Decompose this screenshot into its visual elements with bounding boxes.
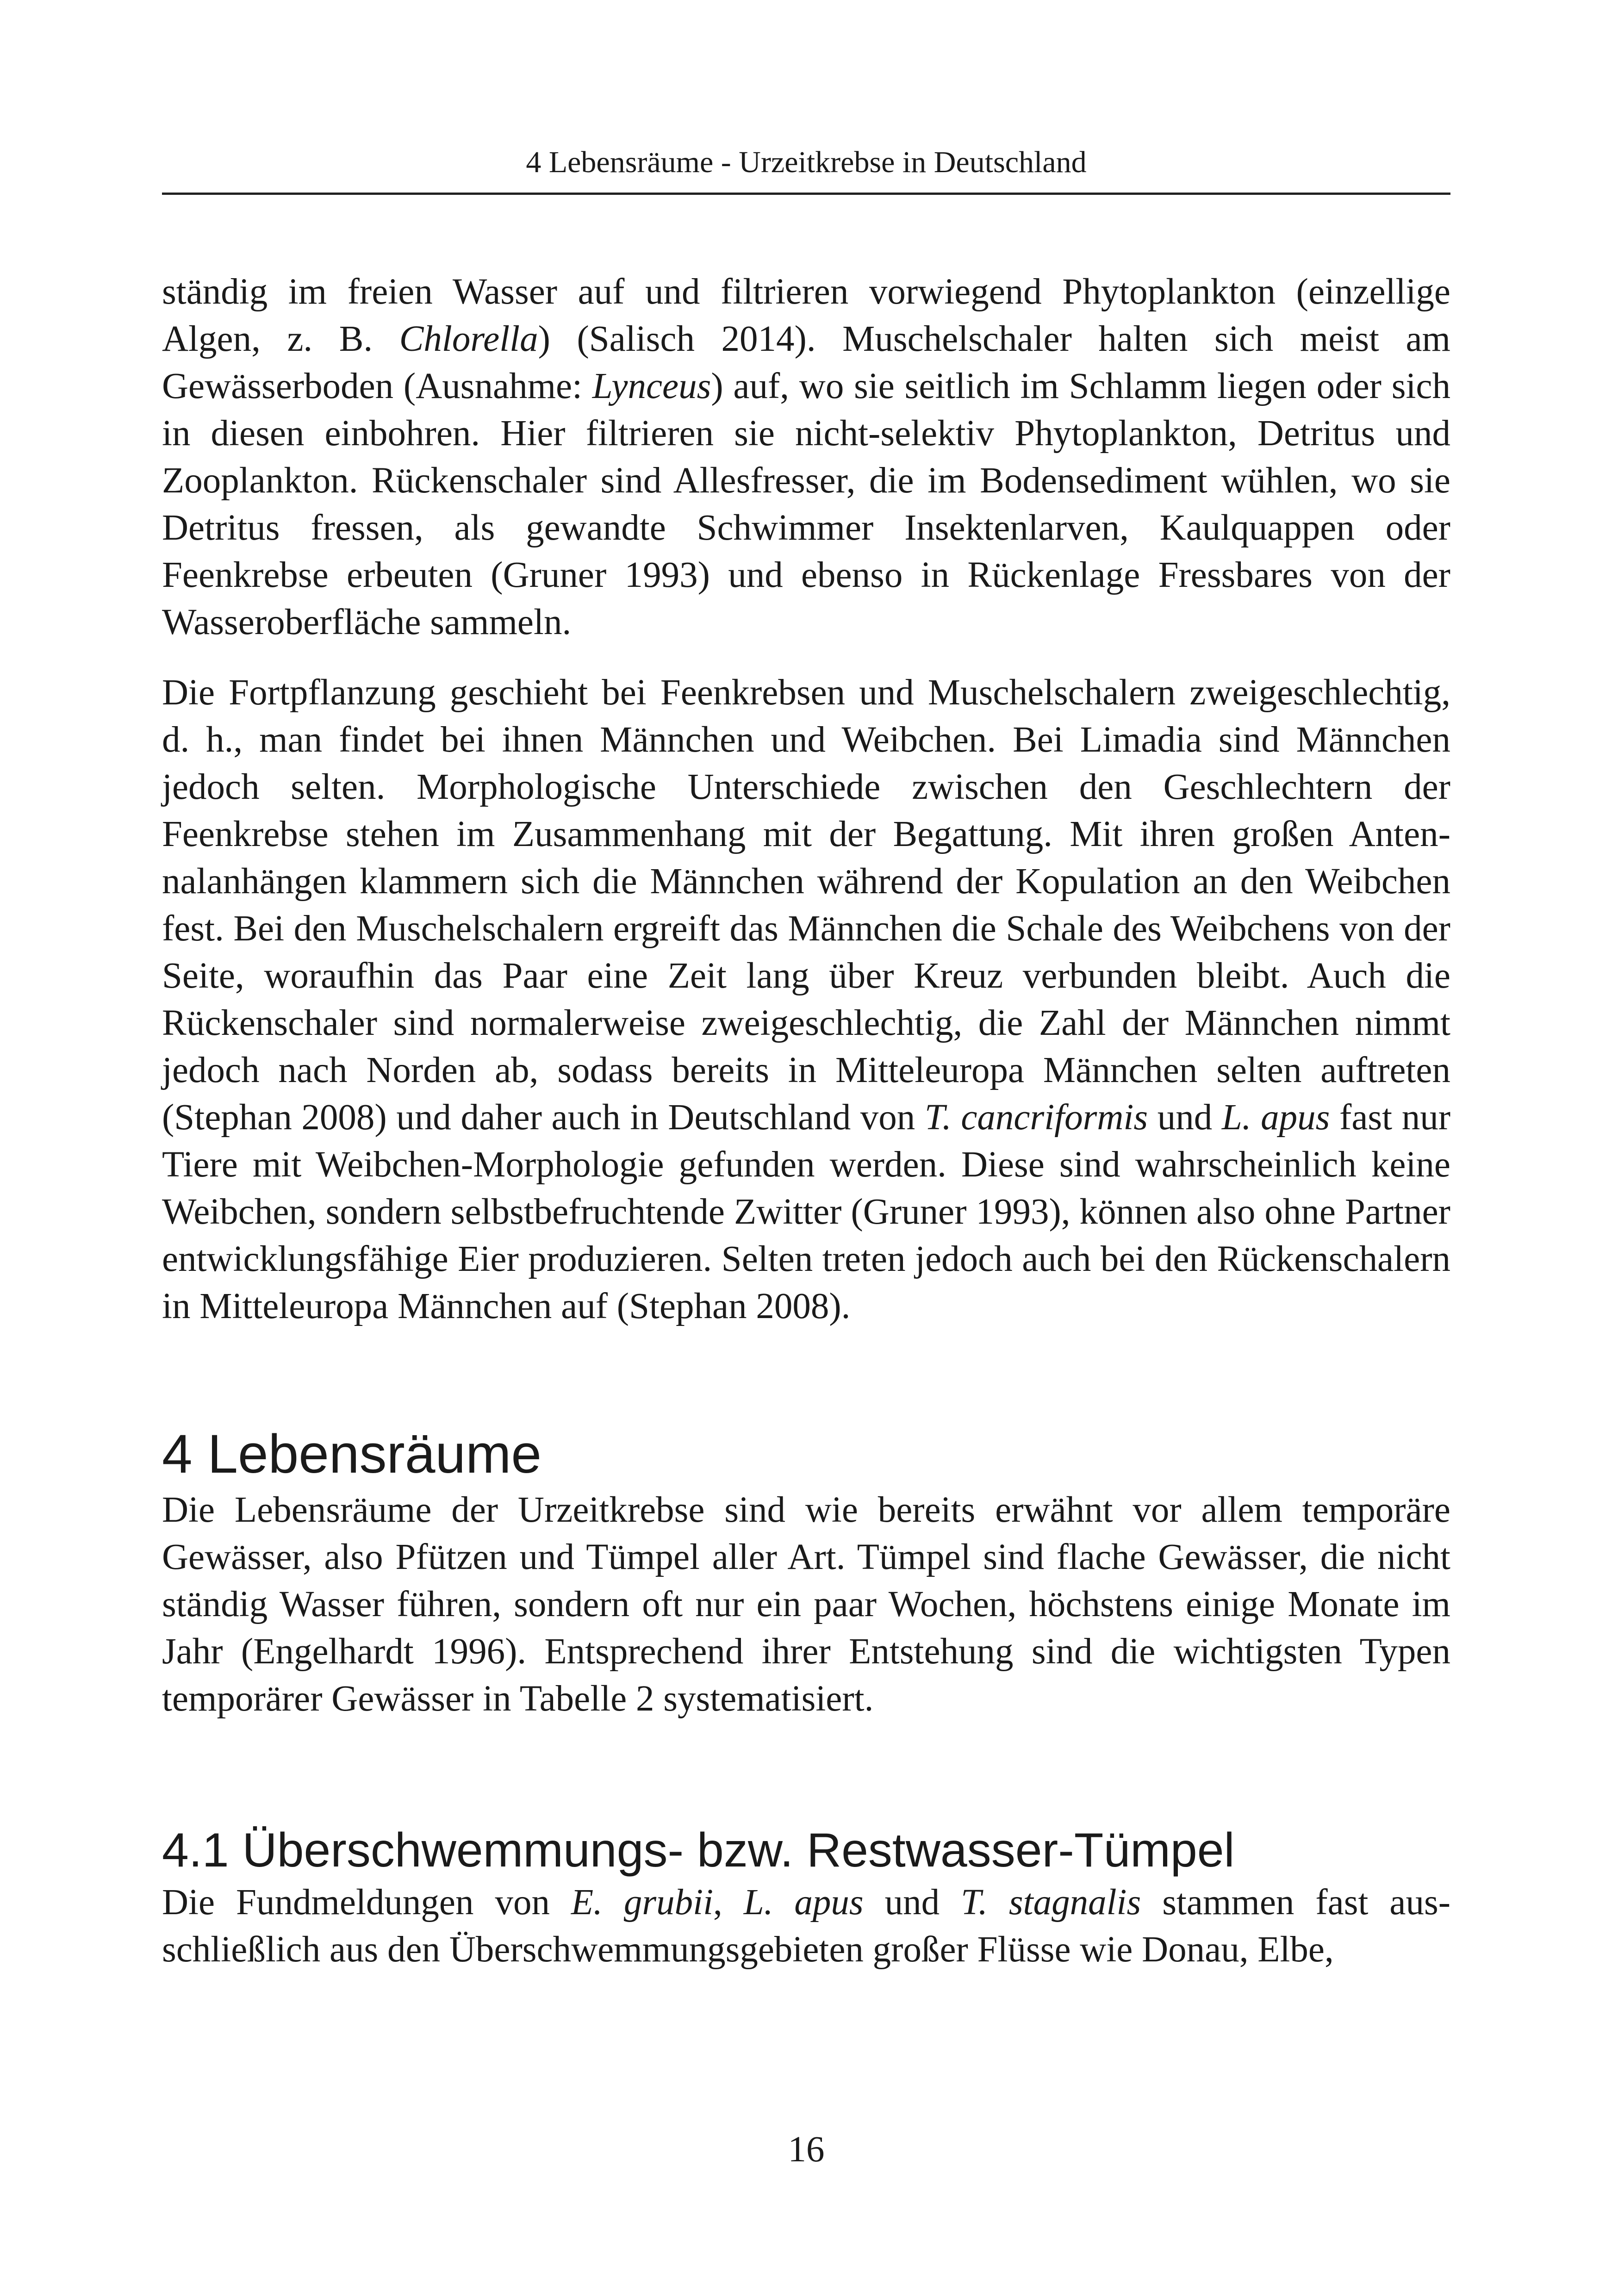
italic-term: L. apus [743, 1882, 864, 1923]
text-run: ) auf, wo sie seitlich im Schlamm liegen oder sich in diesen einbohren. Hier filtrieren sie nicht-selektiv Phytoplankton, Detritus und Zooplankton. Rückenschaler sind Allesfresser, die im Bodensediment wühlen, wo sie Detritus fressen, als gewandte Schwimmer Insektenlarven, Kaulquappen oder Feenkrebse erbeuten (Gruner 1993) und ebenso in Rückenlage Fressbares von der Wasseroberfläche sammeln. [162, 366, 1450, 642]
header-rule [162, 193, 1450, 195]
text-run: stammen fast ausschließlich aus den Überschwemmungsgebieten großer Flüsse wie Donau, Elbe, [162, 1882, 1451, 1970]
text-run: und [1148, 1097, 1222, 1138]
italic-term: T. stagnalis [961, 1882, 1141, 1923]
italic-term: Chlorella [399, 319, 538, 359]
text-run: und [863, 1882, 961, 1923]
paragraph-reproduction [162, 669, 1450, 1330]
text-run: Die Fundmeldungen von [162, 1882, 571, 1923]
page-number: 16 [788, 2129, 825, 2170]
text-run: ständig im freien Wasser auf und filtrieren vorwiegend Phytoplankton (einzellige Algen, z. B. [162, 272, 1450, 359]
paragraph-feeding [162, 268, 1450, 646]
italic-term: T. cancriformis [924, 1097, 1148, 1138]
section-heading: 4 Lebensräume [162, 1424, 542, 1485]
italic-term: Lynceus [592, 366, 711, 406]
paragraph-habitats: Die Lebensräume der Urzeitkrebse sind wie bereits erwähnt vor allem temporäre Gewässer, also Pfützen und Tümpel aller Art. Tümpel sind flache Gewässer, die nicht ständig Wasser führen, sondern oft nur ein paar Wochen, höchstens einige Monate im Jahr (Engelhardt 1996). Entsprechend ihrer Entstehung sind die wichtigsten Typen temporärer Gewässer in Tabelle 2 systematisiert. [162, 1490, 1450, 1719]
italic-term: L. apus [1221, 1097, 1330, 1138]
paragraph-floodplain [162, 1879, 1450, 1973]
text-run: Die Fortpflanzung geschieht bei Feenkrebsen und Muschelschalern zweigeschlechtig, d. h., man findet bei ihnen Männchen und Weibchen. Bei Limadia sind Männchen jedoch selten. Morphologische Unterschiede zwischen den Geschlechtern der Feenkrebse stehen im Zusammenhang mit der Begattung. Mit ihren großen Antennalanhängen klammern sich die Männchen während der Kopulation an den Weibchen fest. Bei den Muschelschalern ergreift das Männchen die Schale des Weibchens von der Seite, woraufhin das Paar eine Zeit lang über Kreuz verbunden bleibt. Auch die Rückenschaler sind normalerweise zweigeschlechtig, die Zahl der Männchen nimmt jedoch nach Norden ab, sodass bereits in Mitteleuropa Männchen selten auftreten (Stephan 2008) und daher auch in Deutschland von [162, 672, 1450, 1138]
page-body [162, 268, 1450, 1973]
text-run: , [713, 1882, 744, 1923]
subsection-heading: 4.1 Überschwemmungs- bzw. Restwasser-Tümpel [162, 1823, 1235, 1877]
text-run: fast nur Tiere mit Weibchen-Morphologie gefunden werden. Diese sind wahrscheinlich keine Weibchen, sondern selbstbefruchtende Zwitter (Gruner 1993), können also ohne Partner entwicklungsfähige Eier produzieren. Selten treten jedoch auch bei den Rückenschalern in Mitteleuropa Männchen auf (Stephan 2008). [162, 1097, 1451, 1326]
running-header: 4 Lebensräume - Urzeitkrebse in Deutschland [526, 145, 1087, 179]
text-run: ) (Salisch 2014). Muschelschaler halten sich meist am Gewässerboden (Ausnahme: [162, 319, 1450, 406]
italic-term: E. grubii [571, 1882, 714, 1923]
